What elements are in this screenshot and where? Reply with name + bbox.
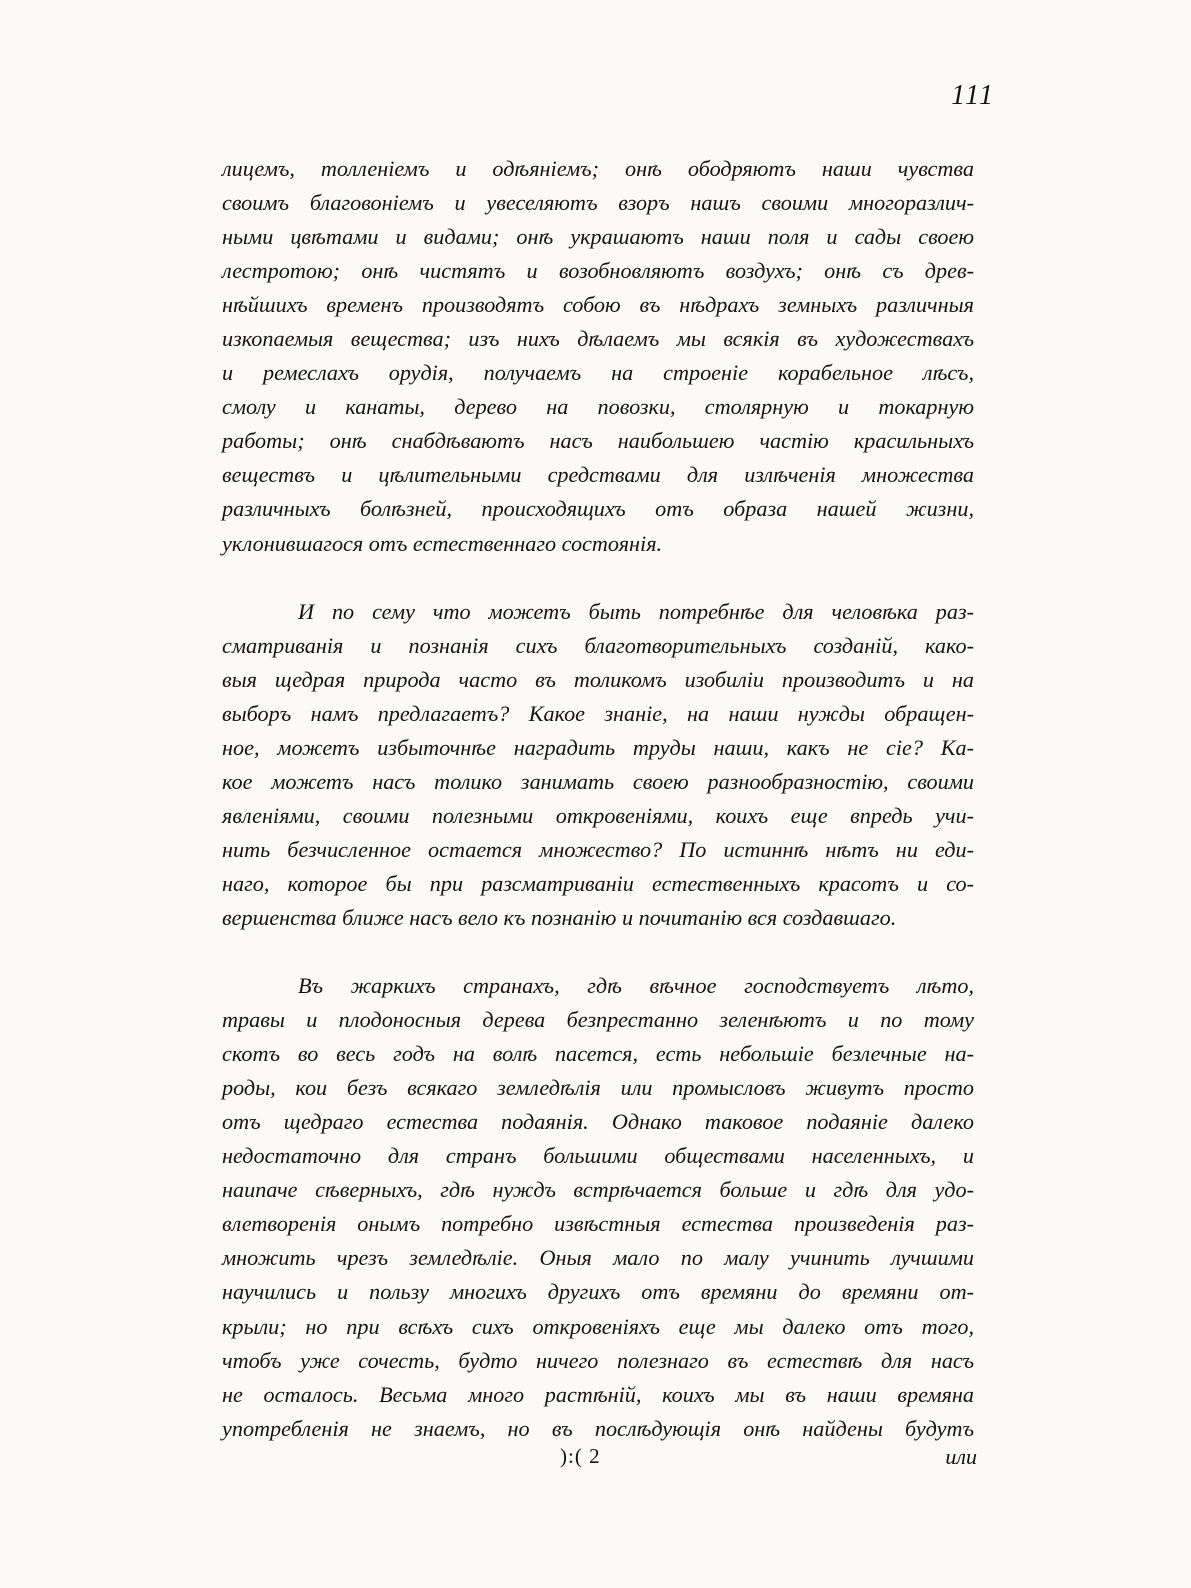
text-line: ными цвѣтами и видами; онѣ украшаютъ наши поля и сады своею — [222, 224, 974, 250]
paragraph-1 — [222, 152, 974, 561]
text-line: не осталось. Весьма много растѣній, коихъ мы въ наши времяна — [222, 1381, 974, 1407]
text-line: выя щедрая природа часто въ толикомъ изобиліи производитъ и на — [222, 666, 974, 692]
text-line: научились и пользу многихъ другихъ отъ времяни до времяни от- — [222, 1279, 974, 1305]
text-line: лицемъ, толленіемъ и одѣяніемъ; онѣ ободряютъ наши чувства — [222, 156, 974, 181]
text-line: своимъ благовоніемъ и увеселяютъ взоръ нашъ своими многоразлич- — [222, 190, 974, 216]
paragraph-3 — [222, 969, 974, 1446]
text-line: нѣйшихъ временъ производятъ собою въ нѣдрахъ земныхъ различныя — [222, 292, 974, 318]
text-line: веществъ и цѣлительными средствами для излѣченія множества — [222, 462, 974, 488]
text-line: наипаче сѣверныхъ, гдѣ нуждъ встрѣчается больше и гдѣ для удо- — [222, 1177, 974, 1203]
text-line: различныхъ болѣзней, происходящихъ отъ образа нашей жизни, — [222, 496, 974, 522]
text-line: Въ жаркихъ странахъ, гдѣ вѣчное господствуетъ лѣто, — [298, 973, 974, 999]
paragraph-2 — [222, 595, 974, 935]
text-line: чтобъ уже сочесть, будто ничего полезнаго въ естествѣ для насъ — [222, 1347, 974, 1373]
text-line: уклонившагося отъ естественнаго состоянія. — [222, 530, 663, 556]
text-line: явленіями, своими полезными откровеніями, коихъ еще впредь учи- — [222, 802, 974, 828]
signature-mark: ):( 2 — [560, 1444, 601, 1468]
text-line: недостаточно для странъ большими обществами населенныхъ, и — [222, 1143, 974, 1169]
text-line: изкопаемыя вещества; изъ нихъ дѣлаемъ мы всякія въ художествахъ — [222, 326, 974, 352]
text-line: кое можетъ насъ толико занимать своею разнообразностію, своими — [222, 768, 974, 794]
text-line: травы и плодоносныя дерева безпрестанно зеленѣютъ и по тому — [222, 1007, 974, 1033]
text-line: отъ щедраго естества подаянія. Однако таковое подаяніе далеко — [222, 1109, 974, 1135]
text-line: работы; онѣ снабдѣваютъ насъ наибольшею частію красильныхъ — [222, 428, 974, 454]
text-line: сматриванія и познанія сихъ благотворительныхъ созданій, како- — [222, 632, 974, 658]
text-line: наго, которое бы при разсматриваніи естественныхъ красотъ и со- — [222, 870, 974, 896]
text-line: скотъ во весь годъ на волѣ пасется, есть небольшіе безлечные на- — [222, 1041, 974, 1067]
text-line: И по сему что можетъ быть потребнѣе для человѣка раз- — [298, 598, 974, 624]
body-text — [222, 152, 974, 1446]
text-line: смолу и канаты, дерево на повозки, столярную и токарную — [222, 394, 974, 420]
text-line: влетворенія онымъ потребно извѣстныя естества произведенія раз- — [222, 1211, 974, 1237]
text-line: ное, можетъ избыточнѣе наградить труды наши, какъ не сіе? Ка- — [222, 734, 974, 760]
text-line: и ремеслахъ орудія, получаемъ на строеніе корабельное лѣсъ, — [222, 360, 974, 386]
text-line: употребленія не знаемъ, но въ послѣдующія онѣ найдены будутъ — [222, 1415, 974, 1441]
text-line: нить безчисленное остается множество? По истиннѣ нѣтъ ни еди- — [222, 836, 974, 862]
catchword: или — [945, 1444, 977, 1469]
text-line: роды, кои безъ всякаго земледѣлія или промысловъ живутъ просто — [222, 1075, 974, 1101]
text-line: лестротою; онѣ чистятъ и возобновляютъ воздухъ; онѣ съ древ- — [222, 258, 974, 284]
text-line: выборъ намъ предлагаетъ? Какое знаніе, на наши нужды обращен- — [222, 700, 974, 726]
text-line: крыли; но при всѣхъ сихъ откровеніяхъ еще мы далеко отъ того, — [222, 1313, 974, 1339]
page-number: 111 — [951, 80, 995, 111]
text-line: вершенства ближе насъ вело къ познанію и почитанію вся создавшаго. — [222, 904, 897, 930]
text-line: множить чрезъ земледѣліе. Оныя мало по малу учинить лучшими — [222, 1245, 974, 1271]
